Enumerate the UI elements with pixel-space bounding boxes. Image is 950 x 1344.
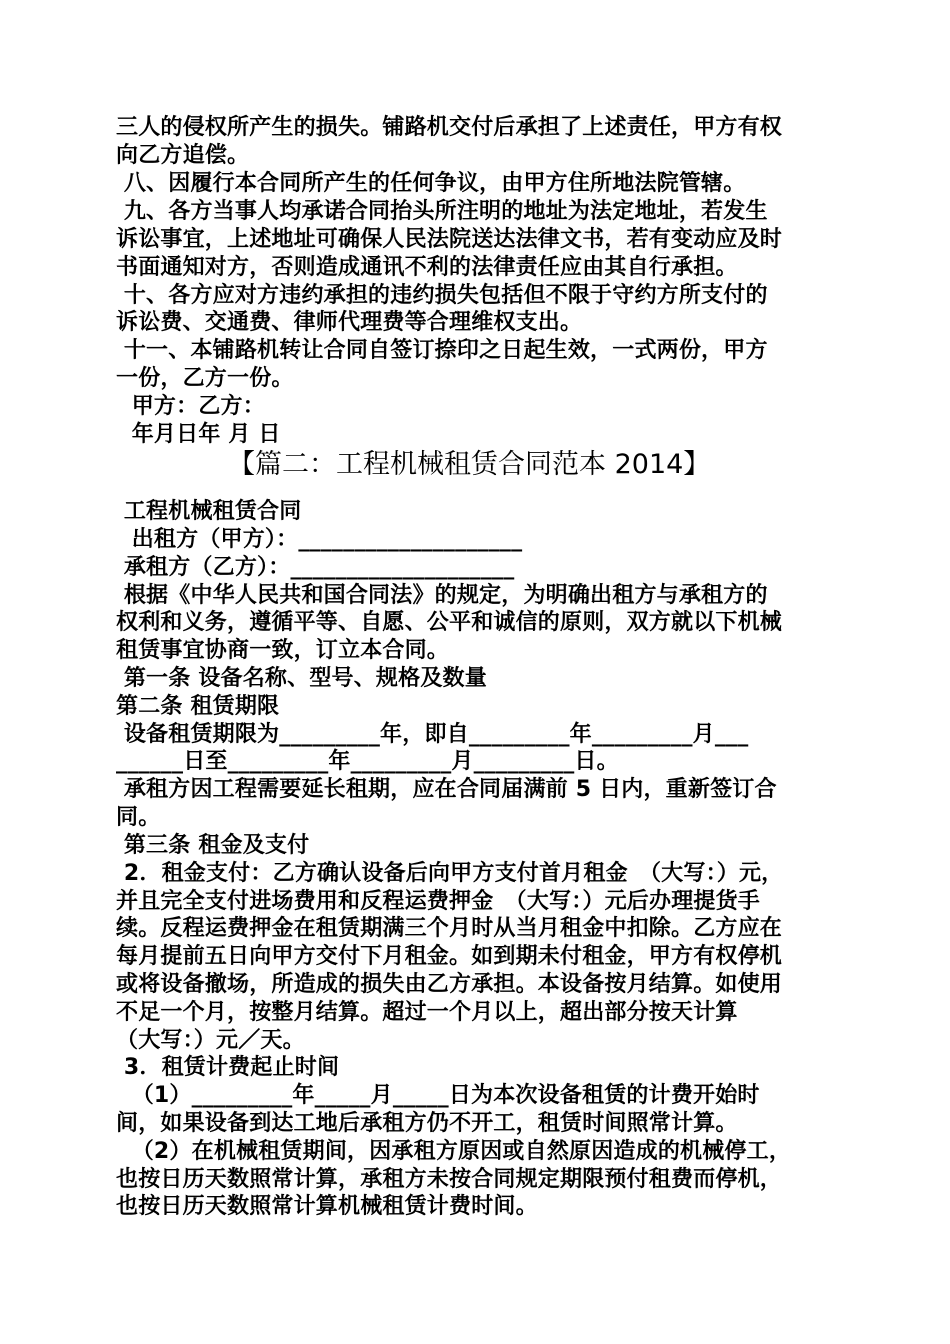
- text-line: 诉讼费、交通费、律师代理费等合理维权支出。: [116, 310, 583, 335]
- signature-dates: 年月日年 月 日: [116, 422, 281, 447]
- text-line: 设备租赁期限为_________年，即自_________年_________月___: [116, 722, 749, 747]
- text-line: 不足一个月，按整月结算。超过一个月以上，超出部分按天计算: [116, 1000, 738, 1025]
- text-line: 十一、本铺路机转让合同自签订捺印之日起生效，一式两份，甲方: [116, 338, 768, 363]
- text-line: （2）在机械租赁期间，因承租方原因或自然原因造成的机械停工，: [116, 1139, 792, 1164]
- text-line: 权利和义务，遵循平等、自愿、公平和诚信的原则，双方就以下机械: [116, 610, 783, 635]
- text-line: 一份，乙方一份。: [116, 366, 294, 391]
- text-line: 间，如果设备到达工地后承租方仍不开工，租赁时间照常计算。: [116, 1111, 738, 1136]
- text-line: 并且完全支付进场费用和反程运费押金 （大写：）元后办理提货手: [116, 889, 761, 914]
- text-line: 三人的侵权所产生的损失。铺路机交付后承担了上述责任，甲方有权: [116, 115, 783, 140]
- text-line: 每月提前五日向甲方交付下月租金。如到期未付租金，甲方有权停机: [116, 944, 783, 969]
- text-line: 向乙方追偿。: [116, 143, 250, 168]
- article-heading: 第二条 租赁期限: [116, 694, 280, 719]
- text-line: （1）_________年_____月_____日为本次设备租赁的计费开始时: [116, 1083, 760, 1108]
- text-line: 也按日历天数照常计算，承租方未按合同规定期限预付租费而停机，: [116, 1167, 783, 1192]
- text-line: （大写：）元／天。: [116, 1028, 305, 1053]
- text-line: 或将设备撤场，所造成的损失由乙方承担。本设备按月结算。如使用: [116, 972, 783, 997]
- lessor-field: 出租方（甲方）：____________________: [116, 527, 523, 552]
- lessee-field: 承租方（乙方）：____________________: [116, 555, 515, 580]
- text-line: 书面通知对方，否则造成通讯不利的法律责任应由其自行承担。: [116, 255, 738, 280]
- text-line: 2．租金支付：乙方确认设备后向甲方支付首月租金 （大写：）元，: [116, 861, 784, 886]
- article-heading: 第三条 租金及支付: [116, 833, 310, 858]
- text-line: 租赁事宜协商一致，订立本合同。: [116, 638, 450, 663]
- text-line: 九、各方当事人均承诺合同抬头所注明的地址为法定地址，若发生: [116, 199, 768, 224]
- text-line: 也按日历天数照常计算机械租赁计费时间。: [116, 1194, 538, 1219]
- text-line: ______日至_________年_________月_________日。: [116, 749, 619, 774]
- article-heading: 第一条 设备名称、型号、规格及数量: [116, 666, 487, 691]
- signature-parties: 甲方：乙方：: [116, 394, 265, 419]
- subsection-heading: 3．租赁计费起止时间: [116, 1055, 340, 1080]
- text-line: 八、因履行本合同所产生的任何争议，由甲方住所地法院管辖。: [116, 171, 746, 196]
- text-line: 根据《中华人民共和国合同法》的规定，为明确出租方与承租方的: [116, 583, 768, 608]
- text-line: 十、各方应对方违约承担的违约损失包括但不限于守约方所支付的: [116, 283, 768, 308]
- text-line: 同。: [116, 805, 161, 830]
- text-line: 续。反程运费押金在租赁期满三个月时从当月租金中扣除。乙方应在: [116, 916, 783, 941]
- text-line: 承租方因工程需要延长租期，应在合同届满前 5 日内，重新签订合: [116, 777, 777, 802]
- contract-title: 工程机械租赁合同: [116, 499, 302, 524]
- section-title: 【篇二：工程机械租赁合同范本 2014】: [228, 449, 711, 480]
- text-line: 诉讼事宜，上述地址可确保人民法院送达法律文书，若有变动应及时: [116, 227, 783, 252]
